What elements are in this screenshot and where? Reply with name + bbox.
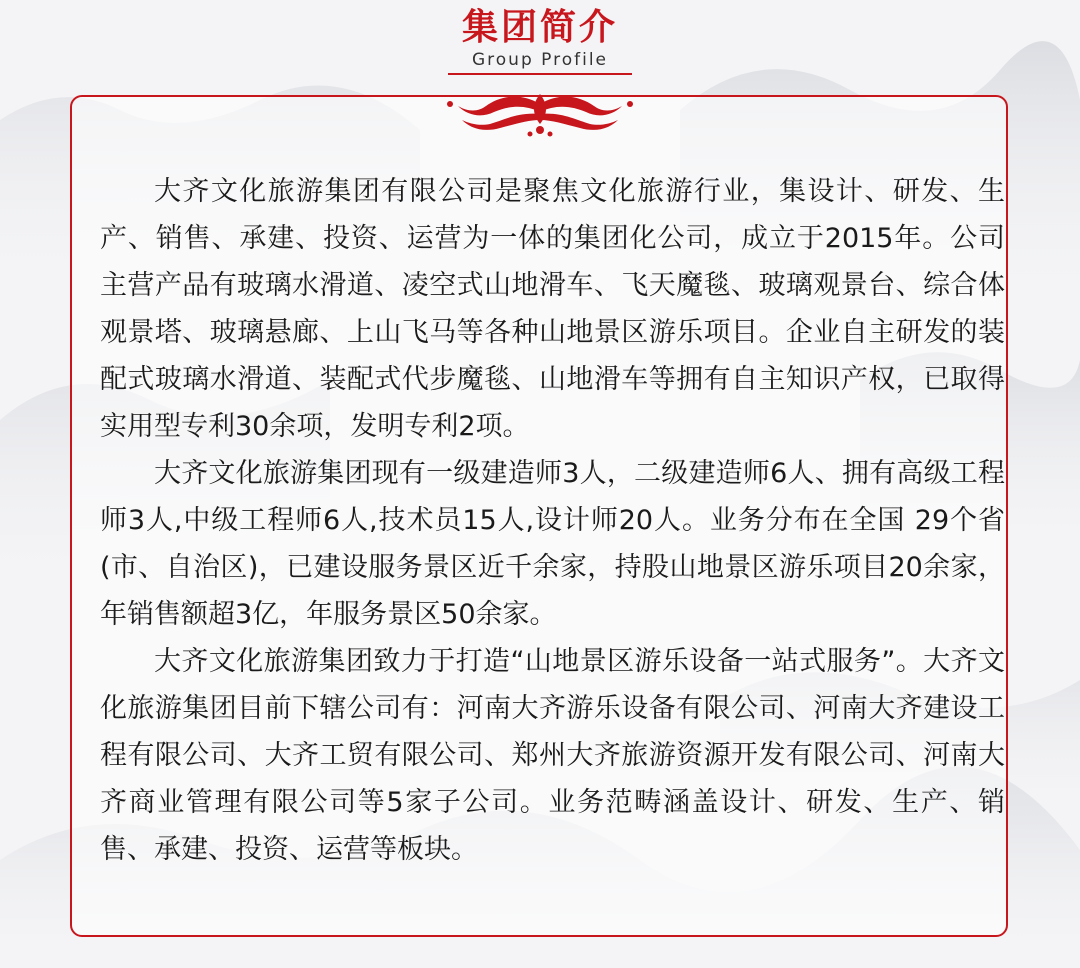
red-filigree-ornament-icon [420,90,660,140]
paragraph-intro: 大齐文化旅游集团有限公司是聚焦文化旅游行业，集设计、研发、生产、销售、承建、投资、运营为一体的集团化公司，成立于2015年。公司主营产品有玻璃水滑道、凌空式山地滑车、飞天魔毯、玻璃观景台、综合体观景塔、玻璃悬廊、上山飞马等各种山地景区游乐项目。企业自主研发的装配式玻璃水滑道、装配式代步魔毯、山地滑车等拥有自主知识产权，已取得实用型专利30余项，发明专利2项。 [100,176,1005,442]
page-title: 集团简介 [461,7,618,48]
page-subtitle: Group Profile [471,50,609,70]
paragraph-staff: 大齐文化旅游集团现有一级建造师3人，二级建造师6人、拥有高级工程师3人,中级工程师6人,技术员15人,设计师20人。业务分布在全国 29个省(市、自治区)，已建设服务景区近千余家，持股山地景区游乐项目20余家，年销售额超3亿，年服务景区50余家。 [100,458,1005,630]
profile-text [100,168,1030,873]
paragraph-subsidiaries: 大齐文化旅游集团致力于打造“山地景区游乐设备一站式服务”。大齐文化旅游集团目前下辖公司有：河南大齐游乐设备有限公司、河南大齐建设工程有限公司、大齐工贸有限公司、郑州大齐旅游资源开发有限公司、河南大齐商业管理有限公司等5家子公司。业务范畴涵盖设计、研发、生产、销售、承建、投资、运营等板块。 [100,646,1005,865]
title-underline [448,73,632,75]
